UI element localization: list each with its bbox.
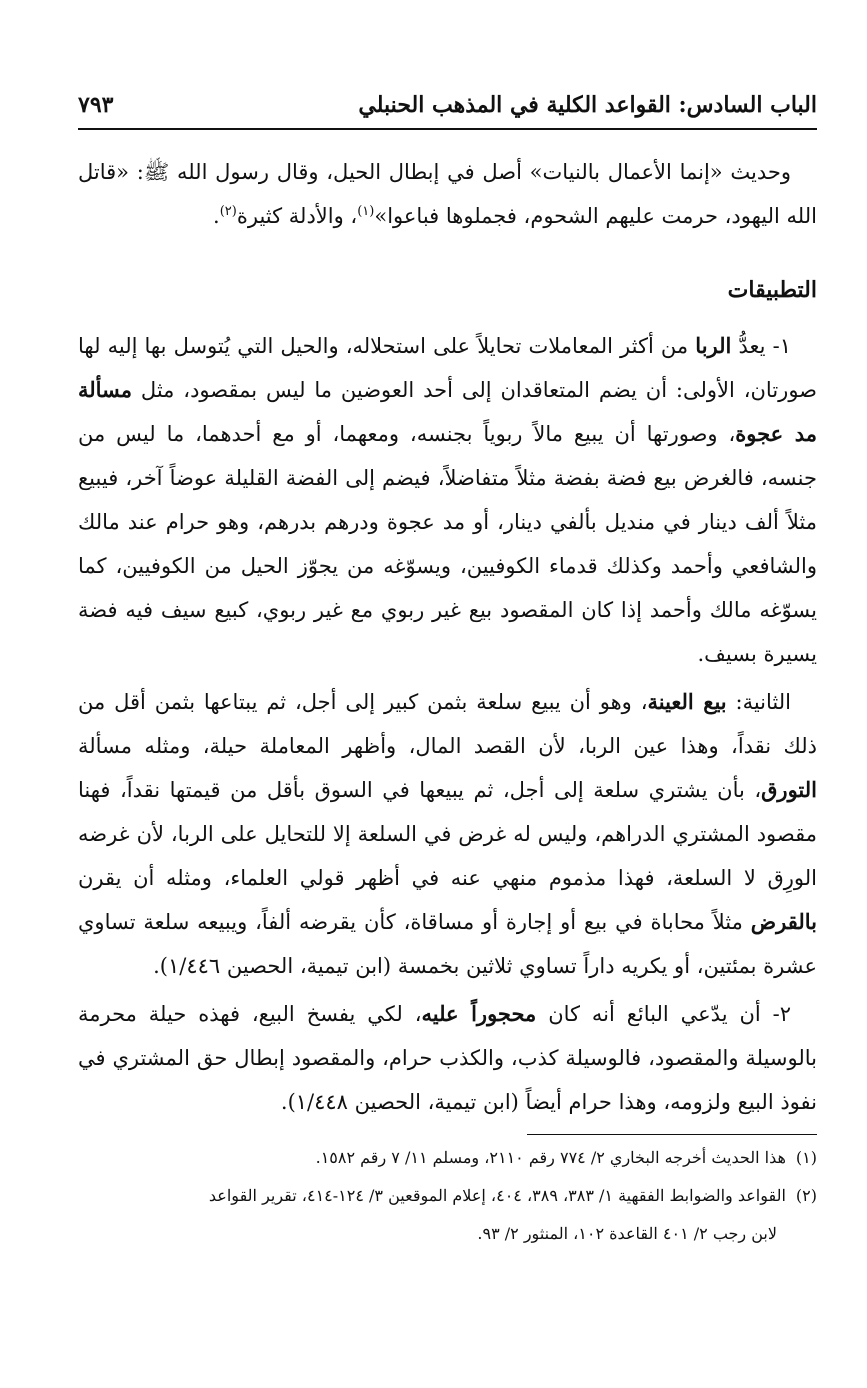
item-number-1: ١- [765,334,791,358]
footnote-number-1: (١) [795,1148,817,1167]
para2-text-3: ، بأن يشتري سلعة إلى أجل، ثم يبيعها في السوق بأقل من قيمتها نقداً، فهنا مقصود المشتري الدراهم، وليس له غرض في السلعة إلا للتحايل على الربا، لأن غرضه الورِق لا السلعة، فهذا مذموم منهي عنه في أظهر قولي العلماء، ومثله أن يقرن [78,778,817,890]
footnote-ref-1[interactable]: (١) [357,204,375,219]
chapter-title: الباب السادس: القواعد الكلية في المذهب الحنبلي [358,92,817,118]
paragraph-riba [78,324,817,676]
paragraph-inah [78,680,817,988]
para1-text-1: يعدُّ [731,334,766,358]
para2-text-2: ، وهو أن يبيع سلعة بثمن كبير إلى أجل، ثم يبتاعها بثمن أقل من ذلك نقداً، وهذا عين الربا، لأن القصد المال، وأظهر المعاملة حيلة، ومثله مسألة [78,690,817,758]
para2-text-1: الثانية: [726,690,791,714]
footnote-separator [527,1134,817,1135]
page-number: ٧٩٣ [78,92,114,118]
intro-end: . [213,204,220,228]
para1-text-3: ، وصورتها أن يبيع مالاً ربوياً بجنسه، ومعهما، أو مع أحدهما، ما ليس من جنسه، فالغرض بيع فضة بفضة مثلاً متفاضلاً، فيضم إلى الفضة القليلة عوضاً آخر، فيبيع مثلاً ألف دينار في منديل بألفي دينار، أو مد عجوة ودرهم بدرهم، وهو حرام عند مالك والشافعي وأحمد وكذلك قدماء الكوفيين، ويسوّغه من يجوّز الحيل من الكوفيين، كما يسوّغه مالك وأحمد إذا كان المقصود بيع غير ربوي مع غير ربوي، كبيع سيف فيه فضة يسيرة بسيف. [78,422,817,666]
para3-bold-1: محجوراً عليه [421,1001,537,1026]
footnote-2 [78,1181,817,1211]
para3-text-1: أن يدّعي البائع أنه كان [536,1002,761,1026]
section-heading: التطبيقات [727,277,817,303]
item-number-2: ٢- [760,1002,791,1026]
para3-text-2: ، لكي يفسخ البيع، فهذه حيلة محرمة بالوسيلة والمقصود، فالوسيلة كذب، والكذب حرام، والمقصود إبطال حق المشتري في نفوذ البيع ولزومه، وهذا حرام أيضاً (ابن تيمية، الحصين ١/٤٤٨). [78,1002,817,1114]
para1-text-2: من أكثر المعاملات تحايلاً على استحلاله، والحيل التي يُتوسل بها إليه لها صورتان، الأولى: أن يضم المتعاقدان إلى أحد العوضين ما ليس بمقصود، مثل [78,334,817,402]
footnote-number-2: (٢) [795,1186,817,1205]
intro-line-1: وحديث «إنما الأعمال بالنيات» أصل في إبطال الحيل، وقال رسول الله ﷺ: [136,160,791,184]
para2-bold-3: بالقرض [750,909,817,934]
para2-text-4: مثلاً محاباة في بيع أو إجارة أو مساقاة، كأن يقرضه ألفاً، ويبيعه سلعة تساوي عشرة بمئتين، أو يكريه داراً تساوي ثلاثين بخمسة (ابن تيمية، الحصين ١/٤٤٦). [78,910,817,978]
running-header [78,88,817,130]
footnote-text-2: القواعد والضوابط الفقهية ١/ ٣٨٣، ٣٨٩، ٤٠٤، إعلام الموقعين ٣/ ١٢٤-٤١٤، تقرير القواعد [208,1186,786,1205]
intro-line-2: «قاتل الله اليهود، حرمت عليهم الشحوم، فجملوها فباعوا» [78,160,817,228]
intro-paragraph [78,150,817,238]
para1-bold-2: مسألة مد عجوة [78,377,817,446]
para1-bold-1: الربا [695,333,732,358]
para2-bold-1: بيع العينة [647,689,727,714]
footnote-2-continued: لابن رجب ٢/ ٤٠١ القاعدة ١٠٢، المنثور ٢/ ٩٣. [477,1224,777,1243]
footnote-ref-2[interactable]: (٢) [219,204,237,219]
footnotes [78,1134,817,1249]
footnote-1 [78,1143,817,1173]
paragraph-hajr [78,992,817,1124]
para2-bold-2: التورق [761,777,817,802]
footnote-text-1: هذا الحديث أخرجه البخاري ٢/ ٧٧٤ رقم ٢١١٠، ومسلم ١١/ ٧ رقم ١٥٨٢. [315,1148,786,1167]
intro-line-2b: ، والأدلة كثيرة [236,204,358,228]
main-text [78,150,817,1124]
